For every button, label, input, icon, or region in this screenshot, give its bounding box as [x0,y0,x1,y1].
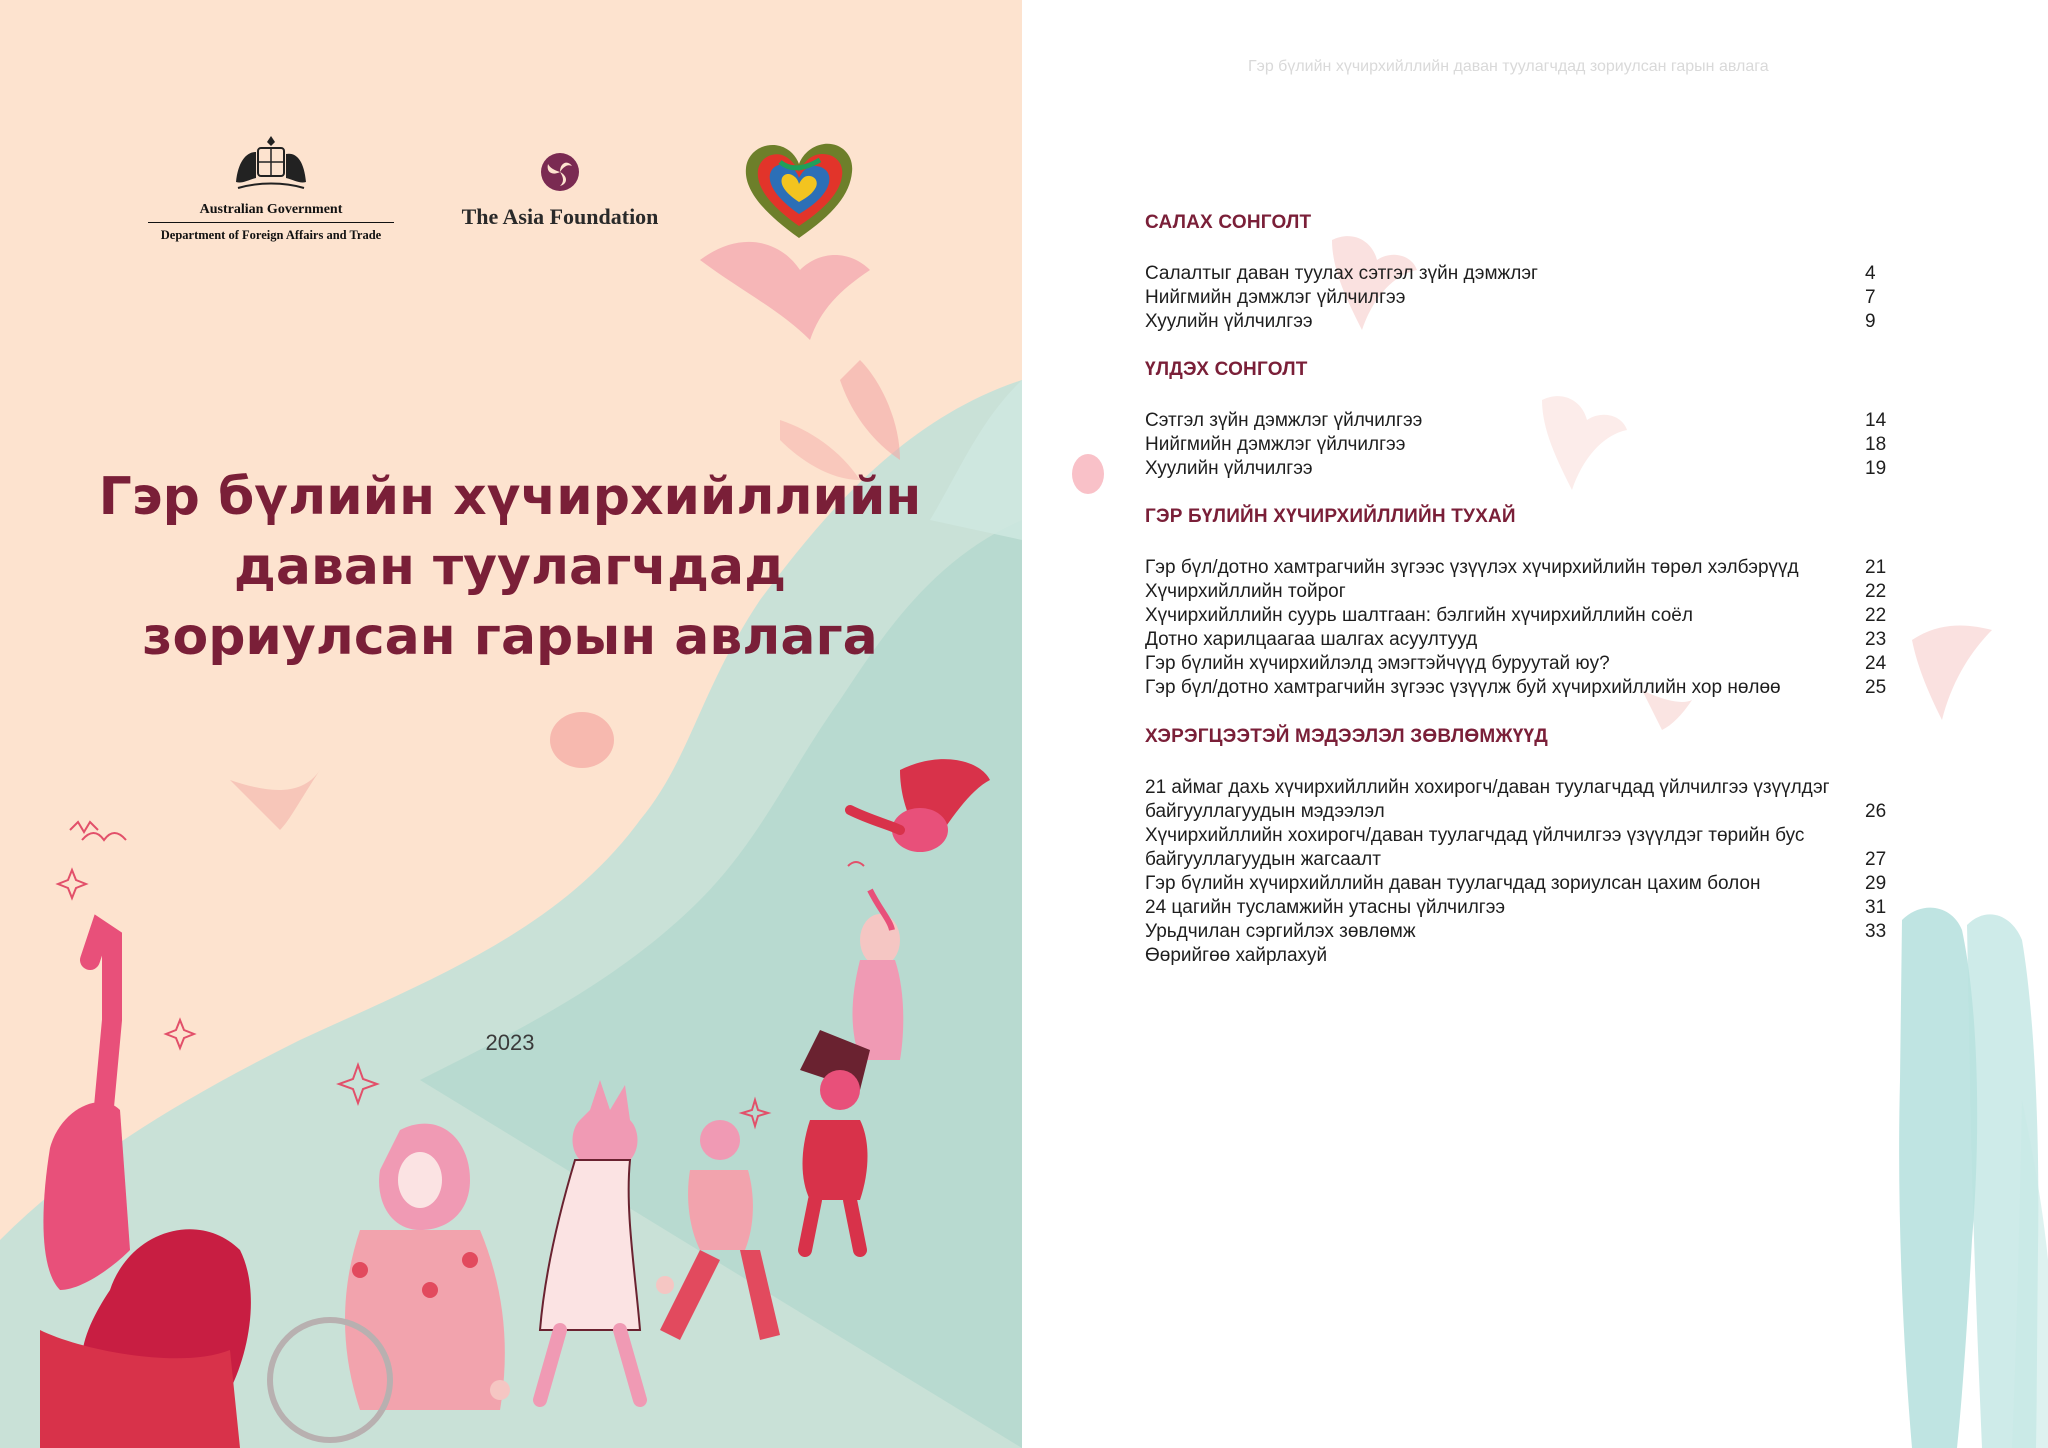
toc-entry[interactable] [1145,776,1925,824]
toc-entry-title: Өөрийгөө хайрлахуй [1145,945,1328,966]
toc-entry-page [1845,944,1905,968]
toc-entry-page: 19 [1865,458,1887,479]
toc-entry-title: 21 аймаг дахь хүчирхийллийн хохирогч/даван туулагчдад үйлчилгээ үзүүлдэг байгууллагуудын мэдээлэл [1145,777,1830,822]
toc-entry-list [1145,556,1925,700]
toc-entry-page: 23 [1865,629,1887,650]
toc-entry[interactable] [1145,920,1925,944]
department-name: Department of Foreign Affairs and Trade [160,228,382,242]
toc-entry-page: 4 [1865,263,1876,284]
toc-entry-title: Гэр бүл/дотно хамтрагчийн зүгээс үзүүлэх хүчирхийлийн төрөл хэлбэрүүд [1145,557,1799,578]
toc-entry[interactable] [1145,457,1925,481]
toc-entry-title: 24 цагийн тусламжийн утасны үйлчилгээ [1145,897,1506,918]
publication-year: 2023 [485,1030,535,1055]
partner-logos [0,0,1022,260]
toc-entry-page: 29 [1865,873,1887,894]
toc-entry-page: 24 [1865,653,1887,674]
toc-entry-title: Салалтыг даван туулах сэтгэл зүйн дэмжлэг [1145,263,1538,284]
toc-entry[interactable] [1145,676,1925,700]
logo-divider [148,222,394,223]
australian-government-logo [146,132,396,252]
contents-page [1022,0,2048,1448]
toc-entry-list [1145,262,1925,334]
toc-section-heading: ХЭРЭГЦЭЭТЭЙ МЭДЭЭЛЭЛ ЗӨВЛӨМЖҮҮД [1145,726,1549,747]
cover-title [60,462,960,672]
toc-entry-page: 9 [1865,311,1876,332]
toc-entry-title: Гэр бүл/дотно хамтрагчийн зүгээс үзүүлж буй хүчирхийллийн хор нөлөө [1145,677,1781,698]
toc-entry-page: 14 [1865,410,1887,431]
cover-title-line-2: даван туулагчдад [233,537,787,597]
toc-section-about-domestic-violence [1145,506,1925,700]
toc-entry-title: Гэр бүлийн хүчирхийлэлд эмэгтэйчүүд буруутай юу? [1145,653,1610,674]
toc-entry[interactable] [1145,556,1925,580]
toc-entry-page: 25 [1865,677,1887,698]
toc-entry-list [1145,776,1925,968]
toc-entry-title: Сэтгэл зүйн дэмжлэг үйлчилгээ [1145,410,1423,431]
toc-entry-page: 31 [1865,897,1887,918]
toc-entry-page: 22 [1865,605,1887,626]
toc-section-useful-information [1145,726,1925,968]
rainbow-heart-logo [740,138,858,244]
cover-page [0,0,1022,1448]
toc-section-heading: ҮЛДЭХ СОНГОЛТ [1145,359,1308,380]
toc-entry-title: Урьдчилан сэргийлэх зөвлөмж [1145,921,1416,942]
toc-section-stay-option [1145,359,1925,481]
toc-entry-page: 26 [1865,801,1887,822]
toc-entry[interactable] [1145,652,1925,676]
toc-section-heading: САЛАХ СОНГОЛТ [1145,212,1312,233]
running-header: Гэр бүлийн хүчирхийллийн даван туулагчдад зориулсан гарын авлага [1248,58,1769,75]
toc-entry-title: Хуулийн үйлчилгээ [1145,311,1313,332]
toc-entry[interactable] [1145,433,1925,457]
toc-entry[interactable] [1145,262,1925,286]
toc-entry-page: 27 [1865,849,1887,870]
toc-entry-title: Нийгмийн дэмжлэг үйлчилгээ [1145,434,1406,455]
toc-entry[interactable] [1145,944,1925,968]
toc-entry[interactable] [1145,310,1925,334]
toc-entry[interactable] [1145,824,1925,872]
toc-entry-title: Дотно харилцаагаа шалгах асуултууд [1145,629,1478,650]
toc-section-heading: ГЭР БҮЛИЙН ХҮЧИРХИЙЛЛИЙН ТУХАЙ [1145,506,1516,527]
women-illustration [0,730,1022,1448]
asia-foundation-logo [460,150,660,240]
toc-entry[interactable] [1145,580,1925,604]
toc-entry-title: Нийгмийн дэмжлэг үйлчилгээ [1145,287,1406,308]
toc-entry[interactable] [1145,286,1925,310]
cover-title-line-1: Гэр бүлийн хүчирхийллийн [98,467,922,527]
toc-entry[interactable] [1145,409,1925,433]
toc-entry-page: 18 [1865,434,1887,455]
toc-entry-title: Хүчирхийллийн суурь шалтгаан: бэлгийн хүчирхийллийн соёл [1145,605,1693,626]
toc-entry-page: 33 [1865,921,1887,942]
toc-entry-title: Хүчирхийллийн тойрог [1145,581,1346,602]
toc-entry[interactable] [1145,872,1925,896]
toc-entry-page: 21 [1865,557,1887,578]
toc-entry-title: Хуулийн үйлчилгээ [1145,458,1313,479]
toc-section-leave-option [1145,212,1925,334]
government-name: Australian Government [199,202,343,217]
toc-entry-page: 22 [1865,581,1887,602]
asia-foundation-name: The Asia Foundation [461,204,659,229]
toc-entry-page: 7 [1865,287,1876,308]
toc-entry-title: Гэр бүлийн хүчирхийллийн даван туулагчдад зориулсан цахим болон [1145,873,1761,894]
toc-entry[interactable] [1145,604,1925,628]
toc-entry-title: Хүчирхийллийн хохирогч/даван туулагчдад үйлчилгээ үзүүлдэг төрийн бус байгууллагуудын жагсаалт [1145,825,1805,870]
toc-entry[interactable] [1145,896,1925,920]
coat-of-arms-icon [228,132,314,198]
cover-title-line-3: зориулсан гарын авлага [142,607,878,667]
toc-entry-list [1145,409,1925,481]
toc-entry[interactable] [1145,628,1925,652]
asia-foundation-mark-icon [540,152,580,192]
